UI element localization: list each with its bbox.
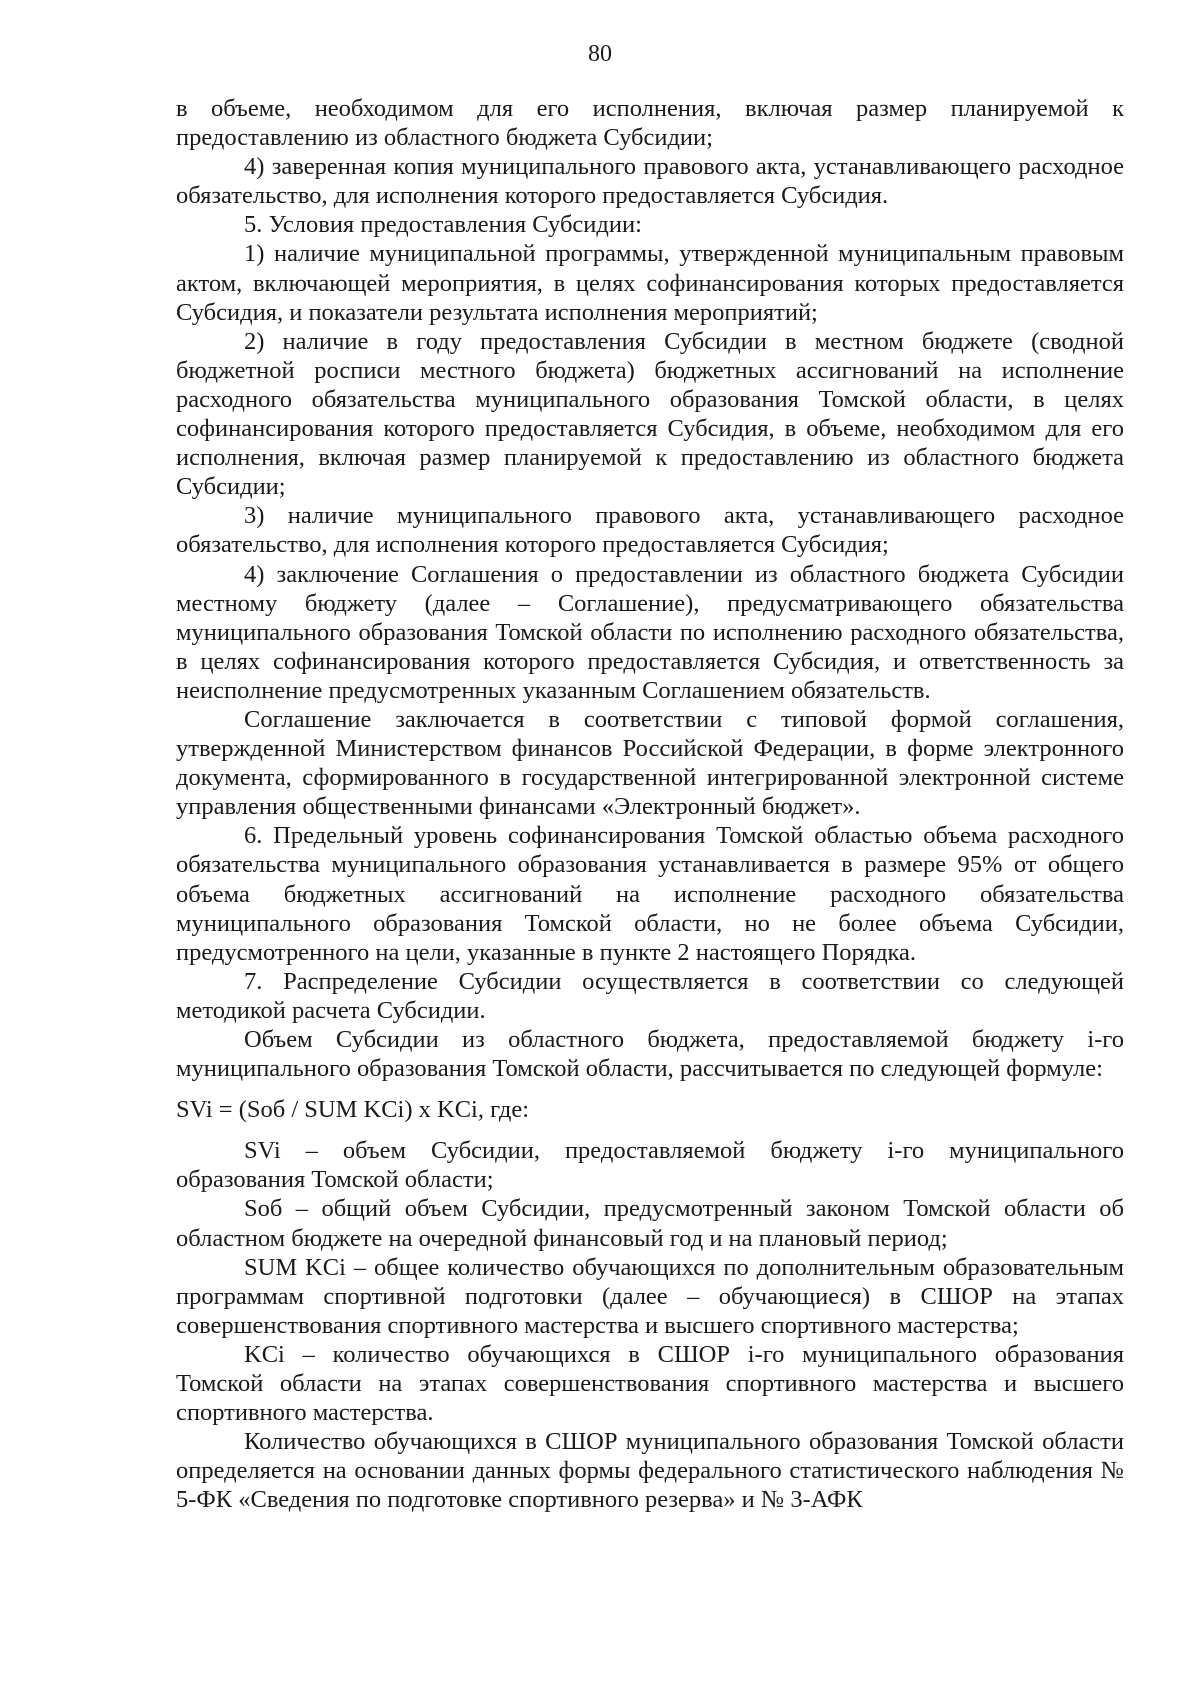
definition: KCi – количество обучающихся в СШОР i-го муниципального образования Томской области на этапах совершенствования спортивного мастерства и высшего спортивного мастерства. [176,1340,1124,1427]
formula: SVi = (Sоб / SUM KCi) x KCi, где: [176,1096,530,1124]
paragraph: 3) наличие муниципального правового акта, устанавливающего расходное обязательство, для исполнения которого предоставляется Субсидия; [176,502,1124,559]
paragraph: 2) наличие в году предоставления Субсидии в местном бюджете (сводной бюджетной росписи местного бюджета) бюджетных ассигнований на исполнение расходного обязательства муниципального образования Томской области, в целях софинансирования которого предоставляется Субсидия, в объеме, необходимом для его исполнения, включая размер планируемой к предоставлению из областного бюджета Субсидии; [176,327,1124,501]
definition: Sоб – общий объем Субсидии, предусмотренный законом Томской области об областном бюджете на очередной финансовый год и на плановый период; [176,1195,1124,1252]
paragraph: в объеме, необходимом для его исполнения, включая размер планируемой к предоставлению из областного бюджета Субсидии; [176,95,1124,152]
paragraph: Количество обучающихся в СШОР муниципального образования Томской области определяется на основании данных формы федерального статистического наблюдения № 5-ФК «Сведения по подготовке спортивного резерва» и № 3-АФК [176,1428,1124,1514]
document-body [176,94,1124,1515]
paragraph: 1) наличие муниципальной программы, утвержденной муниципальным правовым актом, включающей мероприятия, в целях софинансирования которых предоставляется Субсидия, и показатели результата исполнения мероприятий; [176,240,1124,326]
section-heading: 5. Условия предоставления Субсидии: [244,211,642,239]
page-number: 80 [588,41,612,67]
paragraph: 4) заверенная копия муниципального правового акта, устанавливающего расходное обязательство, для исполнения которого предоставляется Субсидия. [176,153,1124,210]
definition: SUM KCi – общее количество обучающихся по дополнительным образовательным программам спортивной подготовки (далее – обучающиеся) в СШОР на этапах совершенствования спортивного мастерства и высшего спортивного мастерства; [176,1253,1124,1339]
definition: SVi – объем Субсидии, предоставляемой бюджету i-го муниципального образования Томской области; [176,1137,1124,1194]
paragraph: 6. Предельный уровень софинансирования Томской областью объема расходного обязательства муниципального образования устанавливается в размере 95% от общего объема бюджетных ассигнований на исполнение расходного обязательства муниципального образования Томской области, но не более объема Субсидии, предусмотренного на цели, указанные в пункте 2 настоящего Порядка. [176,822,1124,966]
paragraph: 7. Распределение Субсидии осуществляется в соответствии со следующей методикой расчета Субсидии. [176,967,1124,1024]
paragraph: Объем Субсидии из областного бюджета, предоставляемой бюджету i-го муниципального образования Томской области, рассчитывается по следующей формуле: [176,1026,1124,1083]
paragraph: 4) заключение Соглашения о предоставлении из областного бюджета Субсидии местному бюджету (далее – Соглашение), предусматривающего обязательства муниципального образования Томской области по исполнению расходного обязательства, в целях софинансирования которого предоставляется Субсидия, и ответственность за неисполнение предусмотренных указанным Соглашением обязательств. [176,560,1124,704]
paragraph: Соглашение заключается в соответствии с типовой формой соглашения, утвержденной Министерством финансов Российской Федерации, в форме электронного документа, сформированного в государственной интегрированной электронной системе управления общественными финансами «Электронный бюджет». [176,705,1124,821]
